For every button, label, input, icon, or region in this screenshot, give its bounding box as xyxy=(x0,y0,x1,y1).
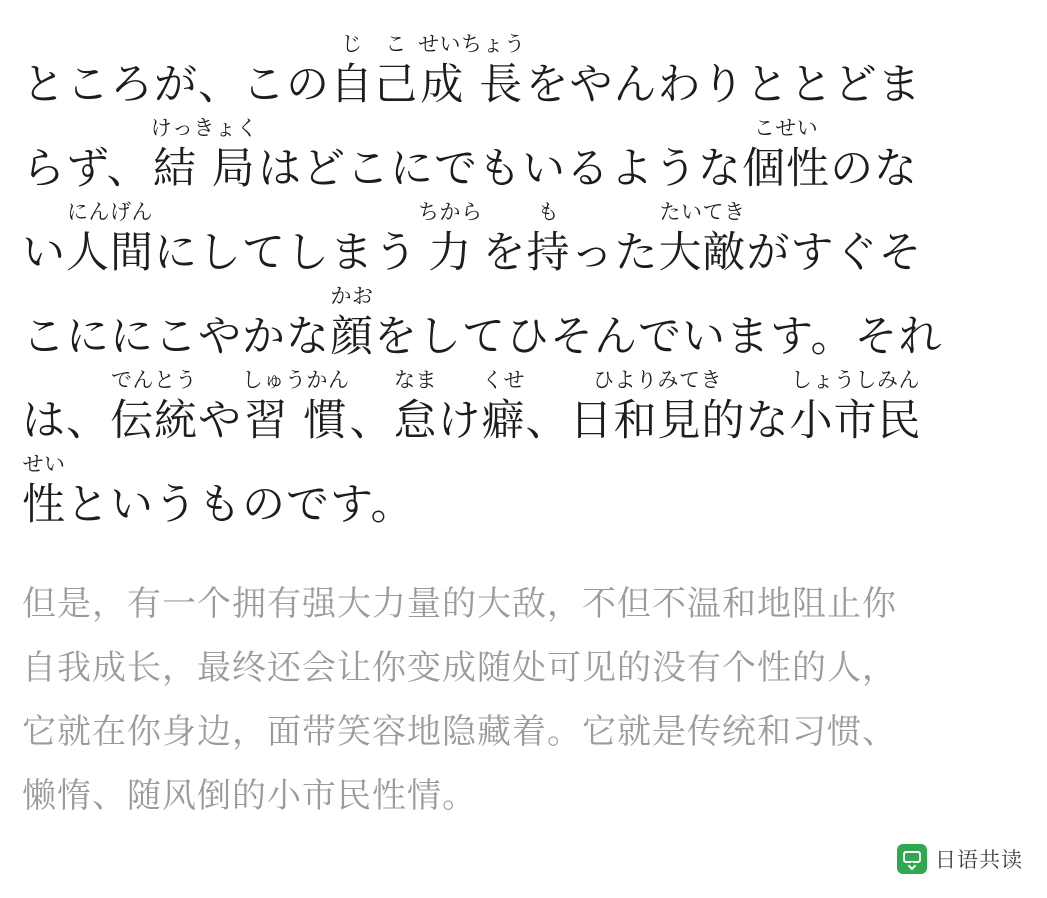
japanese-base-text: い xyxy=(22,228,66,278)
ruby-run xyxy=(330,34,374,112)
ruby-run xyxy=(22,454,66,532)
japanese-base-text: 性 xyxy=(22,480,66,530)
ruby-run xyxy=(66,202,154,280)
furigana-text: けっきょく xyxy=(150,116,259,140)
japanese-line xyxy=(22,286,1025,370)
chinese-translation-block xyxy=(22,572,1025,828)
japanese-base-text: 力 xyxy=(428,228,473,278)
japanese-text-block xyxy=(22,34,1025,538)
ruby-run xyxy=(394,370,438,448)
japanese-base-text: 、 xyxy=(349,396,394,446)
furigana-text: にんげん xyxy=(67,200,153,224)
japanese-base-text: こににこやかな xyxy=(22,312,330,362)
japanese-line xyxy=(22,202,1025,286)
japanese-base-text: は、 xyxy=(22,396,110,446)
furigana-text: も xyxy=(537,200,560,224)
ruby-run xyxy=(527,202,571,280)
japanese-base-text: をしてひそんでいます。それ xyxy=(374,312,943,362)
japanese-base-text: ところが、この xyxy=(22,60,330,110)
japanese-base-text: や xyxy=(198,396,242,446)
wechat-official-account-icon xyxy=(897,844,927,874)
japanese-base-text: 己 xyxy=(374,60,418,110)
furigana-text: せいちょう xyxy=(418,32,526,56)
chinese-line: 它就在你身边，面带笑容地隐藏着。它就是传统和习惯、 xyxy=(22,712,897,752)
furigana-text: せい xyxy=(22,452,66,476)
ruby-run xyxy=(374,34,418,112)
japanese-line xyxy=(22,118,1025,202)
japanese-base-text: がすぐそ xyxy=(746,228,923,278)
japanese-base-text: 習 慣 xyxy=(244,396,348,446)
furigana-text: たいてき xyxy=(659,200,746,224)
furigana-text: でんとう xyxy=(111,368,197,392)
japanese-base-text: 小市民 xyxy=(789,396,922,446)
ruby-run xyxy=(110,370,198,448)
japanese-base-text: 、 xyxy=(525,396,570,446)
japanese-base-text: 顔 xyxy=(330,312,374,362)
furigana-text: じ xyxy=(341,32,363,56)
japanese-base-text: はどこにでもいるような xyxy=(258,144,743,194)
japanese-base-text: 癖 xyxy=(481,396,526,446)
japanese-base-text: 結 局 xyxy=(152,144,256,194)
account-badge[interactable] xyxy=(897,844,1023,874)
japanese-base-text: け xyxy=(437,396,482,446)
chinese-line: 懒惰、随风倒的小市民性情。 xyxy=(22,776,477,816)
ruby-run xyxy=(659,202,747,280)
japanese-base-text: を xyxy=(482,228,527,278)
ruby-run xyxy=(242,370,350,448)
japanese-base-text: な xyxy=(745,396,790,446)
japanese-base-text: 伝統 xyxy=(110,396,198,446)
ruby-run xyxy=(418,202,483,280)
japanese-base-text: 成 長 xyxy=(420,60,524,110)
furigana-text: なま xyxy=(394,368,437,392)
japanese-base-text: 大敵 xyxy=(658,228,747,278)
ruby-run xyxy=(418,34,526,112)
furigana-text: ひよりみてき xyxy=(593,368,722,392)
furigana-text: こ xyxy=(385,32,407,56)
furigana-text: こせい xyxy=(753,116,819,140)
furigana-text: しゅうかん xyxy=(242,368,350,392)
ruby-run xyxy=(790,370,922,448)
chinese-line: 但是，有一个拥有强大力量的大敌，不但不温和地阻止你 xyxy=(22,584,897,624)
japanese-base-text: 人間 xyxy=(66,228,154,278)
furigana-text: ちから xyxy=(418,200,483,224)
japanese-line xyxy=(22,34,1025,118)
chinese-line: 自我成长，最终还会让你变成随处可见的没有个性的人， xyxy=(22,648,897,688)
japanese-base-text: った xyxy=(570,228,659,278)
japanese-base-text: 怠 xyxy=(393,396,438,446)
ruby-run xyxy=(482,370,526,448)
ruby-run xyxy=(742,118,830,196)
japanese-base-text: らず、 xyxy=(22,144,151,194)
japanese-base-text: 個性 xyxy=(742,144,831,194)
japanese-line xyxy=(22,370,1025,454)
furigana-text: かお xyxy=(330,284,374,308)
japanese-base-text: 日和見的 xyxy=(569,396,746,446)
japanese-base-text: 持 xyxy=(526,228,571,278)
furigana-text: しょうしみん xyxy=(791,368,920,392)
japanese-base-text: にしてしまう xyxy=(154,228,418,278)
japanese-line xyxy=(22,454,1025,538)
japanese-base-text: 自 xyxy=(330,60,374,110)
japanese-base-text: のな xyxy=(830,144,919,194)
ruby-run xyxy=(330,286,374,364)
ruby-run xyxy=(570,370,746,448)
furigana-text: くせ xyxy=(482,368,525,392)
account-badge-label: 日语共读 xyxy=(935,848,1023,872)
japanese-base-text: をやんわりととどま xyxy=(525,60,922,110)
ruby-run xyxy=(151,118,259,196)
japanese-base-text: というものです。 xyxy=(66,480,415,530)
